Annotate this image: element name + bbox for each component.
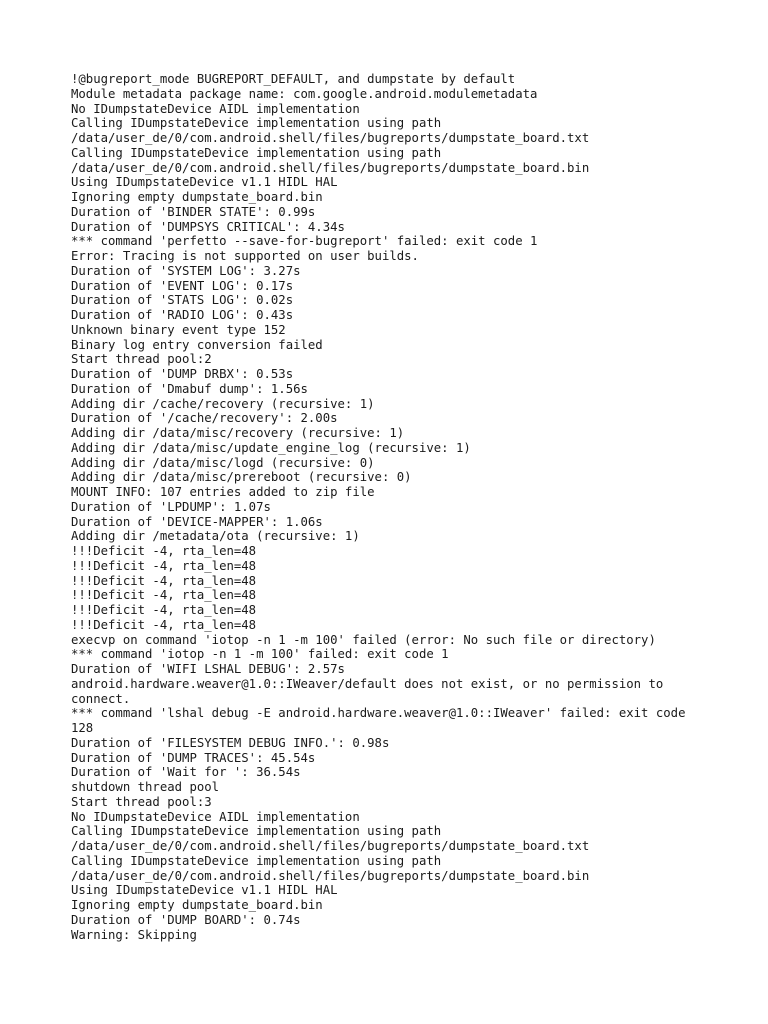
log-line: Ignoring empty dumpstate_board.bin [71,190,323,204]
log-line: Adding dir /data/misc/prereboot (recursive: 0) [71,470,412,485]
log-line: Using IDumpstateDevice v1.1 HIDL HAL [71,883,338,898]
log-line: Module metadata package name: com.google.android.modulemetadata [71,86,538,101]
bugreport-log-text [71,72,711,942]
log-line: Duration of 'WIFI LSHAL DEBUG': 2.57s [71,662,345,676]
log-line: *** command 'iotop -n 1 -m 100' failed: exit code 1 [71,647,449,662]
log-line: Duration of 'EVENT LOG': 0.17s [71,278,294,293]
log-line: Duration of 'BINDER STATE': 0.99s [71,204,316,219]
log-line: Duration of 'SYSTEM LOG': 3.27s [71,263,301,278]
log-line: Duration of 'FILESYSTEM DEBUG INFO.': 0.98s [71,735,390,750]
log-line: Using IDumpstateDevice v1.1 HIDL HAL [71,175,338,190]
log-line: /data/user_de/0/com.android.shell/files/bugreports/dumpstate_board.bin [71,868,590,883]
log-line: Duration of 'RADIO LOG': 0.43s [71,308,294,322]
log-line: /data/user_de/0/com.android.shell/files/bugreports/dumpstate_board.bin [71,160,590,175]
log-line: Calling IDumpstateDevice implementation using path [71,853,442,868]
log-line: Duration of 'STATS LOG': 0.02s [71,293,294,308]
log-line: *** command 'perfetto --save-for-bugreport' failed: exit code 1 [71,234,538,249]
log-line: Binary log entry conversion failed [71,337,323,352]
log-line: Duration of 'Wait for ': 36.54s [71,765,301,780]
log-line: No IDumpstateDevice AIDL implementation [71,809,360,824]
log-line: Calling IDumpstateDevice implementation using path [71,116,442,131]
log-line: connect. [71,691,131,706]
log-line: shutdown thread pool [71,780,220,794]
log-line: !!!Deficit -4, rta_len=48 [71,544,257,558]
log-line: !!!Deficit -4, rta_len=48 [71,588,257,603]
log-line: !!!Deficit -4, rta_len=48 [71,617,257,632]
log-line: Duration of 'DUMP TRACES': 45.54s [71,750,316,765]
log-line: Adding dir /data/misc/update_engine_log (recursive: 1) [71,440,471,455]
log-line: /data/user_de/0/com.android.shell/files/bugreports/dumpstate_board.txt [71,839,590,853]
log-line: Ignoring empty dumpstate_board.bin [71,898,323,912]
log-line: Calling IDumpstateDevice implementation using path [71,145,442,160]
log-line: Adding dir /data/misc/recovery (recursive: 1) [71,426,405,440]
log-line: 128 [71,721,94,735]
log-line: Start thread pool:2 [71,352,212,367]
log-line: Duration of 'DUMPSYS CRITICAL': 4.34s [71,219,345,234]
log-line: Unknown binary event type 152 [71,322,286,337]
log-line: !!!Deficit -4, rta_len=48 [71,573,257,588]
log-line: Calling IDumpstateDevice implementation using path [71,824,442,839]
log-line: No IDumpstateDevice AIDL implementation [71,101,360,116]
log-line: Duration of 'DUMP BOARD': 0.74s [71,912,301,927]
log-line: /data/user_de/0/com.android.shell/files/bugreports/dumpstate_board.txt [71,131,590,145]
log-line: Start thread pool:3 [71,794,212,809]
log-line: Adding dir /cache/recovery (recursive: 1) [71,396,375,411]
log-line: Duration of 'Dmabuf dump': 1.56s [71,381,308,396]
log-line: Duration of 'DUMP DRBX': 0.53s [71,367,294,381]
log-line: Duration of '/cache/recovery': 2.00s [71,411,338,426]
log-line: execvp on command 'iotop -n 1 -m 100' failed (error: No such file or directory) [71,632,656,647]
log-line: !@bugreport_mode BUGREPORT_DEFAULT, and dumpstate by default [71,72,516,86]
log-line: Error: Tracing is not supported on user builds. [71,249,419,263]
log-line: MOUNT INFO: 107 entries added to zip file [71,485,375,499]
log-line: Duration of 'LPDUMP': 1.07s [71,499,271,514]
log-line: Adding dir /data/misc/logd (recursive: 0) [71,455,375,470]
log-line: !!!Deficit -4, rta_len=48 [71,558,257,573]
log-line: Warning: Skipping [71,927,197,942]
log-line: Adding dir /metadata/ota (recursive: 1) [71,529,360,544]
log-line: *** command 'lshal debug -E android.hardware.weaver@1.0::IWeaver' failed: exit code [71,706,686,721]
log-line: !!!Deficit -4, rta_len=48 [71,603,257,617]
log-line: Duration of 'DEVICE-MAPPER': 1.06s [71,514,323,529]
log-line: android.hardware.weaver@1.0::IWeaver/default does not exist, or no permission to [71,676,664,691]
